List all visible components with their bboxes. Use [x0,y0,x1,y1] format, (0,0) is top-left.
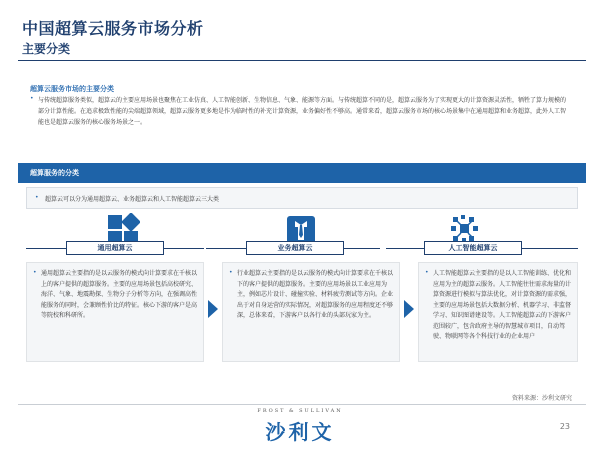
section2-intro: 超算云可以分为通用超算云、业务超算云和人工智能超算云三大类 [45,196,220,203]
page-number: 23 [559,422,570,431]
cat1-right-rule [164,248,204,249]
company-logo: 沙利文 [265,420,335,444]
source-note: 资料来源：沙利文研究 [511,395,572,402]
description-ai: 人工智能超算云主要指的是以人工智能训练、优化和应用为主的超算云服务。人工智能往往需求海量的计算资源进行模拟与算法优化，对计算资源的需求强，主要的应用场景包括大数据分析、机器学习、非监督学习、知识图谱建设等。人工智能超算云的下游客户范围较广，包含政府主导的智慧城市项目，自动驾驶、物联网等各个科技行业的企业用户 [433,270,572,340]
desc-bullet: • [229,269,233,276]
description-box-business [222,262,400,362]
description-box-ai [418,262,578,362]
title-divider [18,60,586,61]
category-label-general: 通用超算云 [66,241,164,255]
intro-bullet: • [35,194,39,201]
section1-bullet: • [30,95,34,102]
description-general: 通用超算云主要指的是以云服务的模式向计算要求在千核以上的客户提供的超算服务。主要的应用场景包括高校研究、海洋、气象、地震勘探、生物分子分析等方向，在强调高性能服务的同时，会兼顾性价比的特征。核心下游的客户是高等院校和科研所。 [41,270,198,319]
page-subtitle: 主要分类 [22,42,71,56]
desc-bullet: • [33,269,37,276]
section2-intro-box [26,187,578,209]
logo-caption: FROST & SULLIVAN [257,408,343,414]
desc-bullet: • [425,269,429,276]
description-box-general [26,262,204,362]
category-label-business: 业务超算云 [246,241,344,255]
category-label-ai: 人工智能超算云 [424,241,522,255]
arrow-right-icon [404,300,414,318]
section1-heading: 超算云服务市场的主要分类 [30,85,114,93]
cat2-left-rule [206,248,246,249]
cat3-right-rule [522,248,578,249]
section2-band [18,163,586,183]
cat3-left-rule [386,248,424,249]
cat1-left-rule [26,248,66,249]
section1-body: 与传统超算服务类似，超算云的主要应用场景也聚焦在工业仿真、人工智能创新、生物信息、气象、能源等方面。与传统超算不同的是，超算云服务为了实现更大的计算资源灵活性，牺牲了算力规模的部分计算性能。在追求极致性能的尖端超算领域，超算云服务更多地是作为临时性的补充计算资源，业务偏好性不够高。通常来看，超算云服务市场的核心场景集中在通用超算和业务超算，此外人工智能也是超算云服务的核心服务场景之一。 [38,97,567,126]
arrow-right-icon [208,300,218,318]
section2-heading: 超算服务的分类 [30,169,79,177]
page-title: 中国超算云服务市场分析 [22,19,204,38]
description-business: 行业超算云主要指的是以云服务的模式向计算要求在千核以下的客户提供的超算服务。主要的应用场景以工业应用为主，例如芯片设计、碰撞实验、材料疲劳测试等方向。企业出于对自身运营的实际情况，对超算服务的应用程度还不够深，总体来看，下游客户以各行业的头部玩家为主。 [237,270,394,319]
footer-divider [18,404,586,405]
cat2-right-rule [344,248,380,249]
